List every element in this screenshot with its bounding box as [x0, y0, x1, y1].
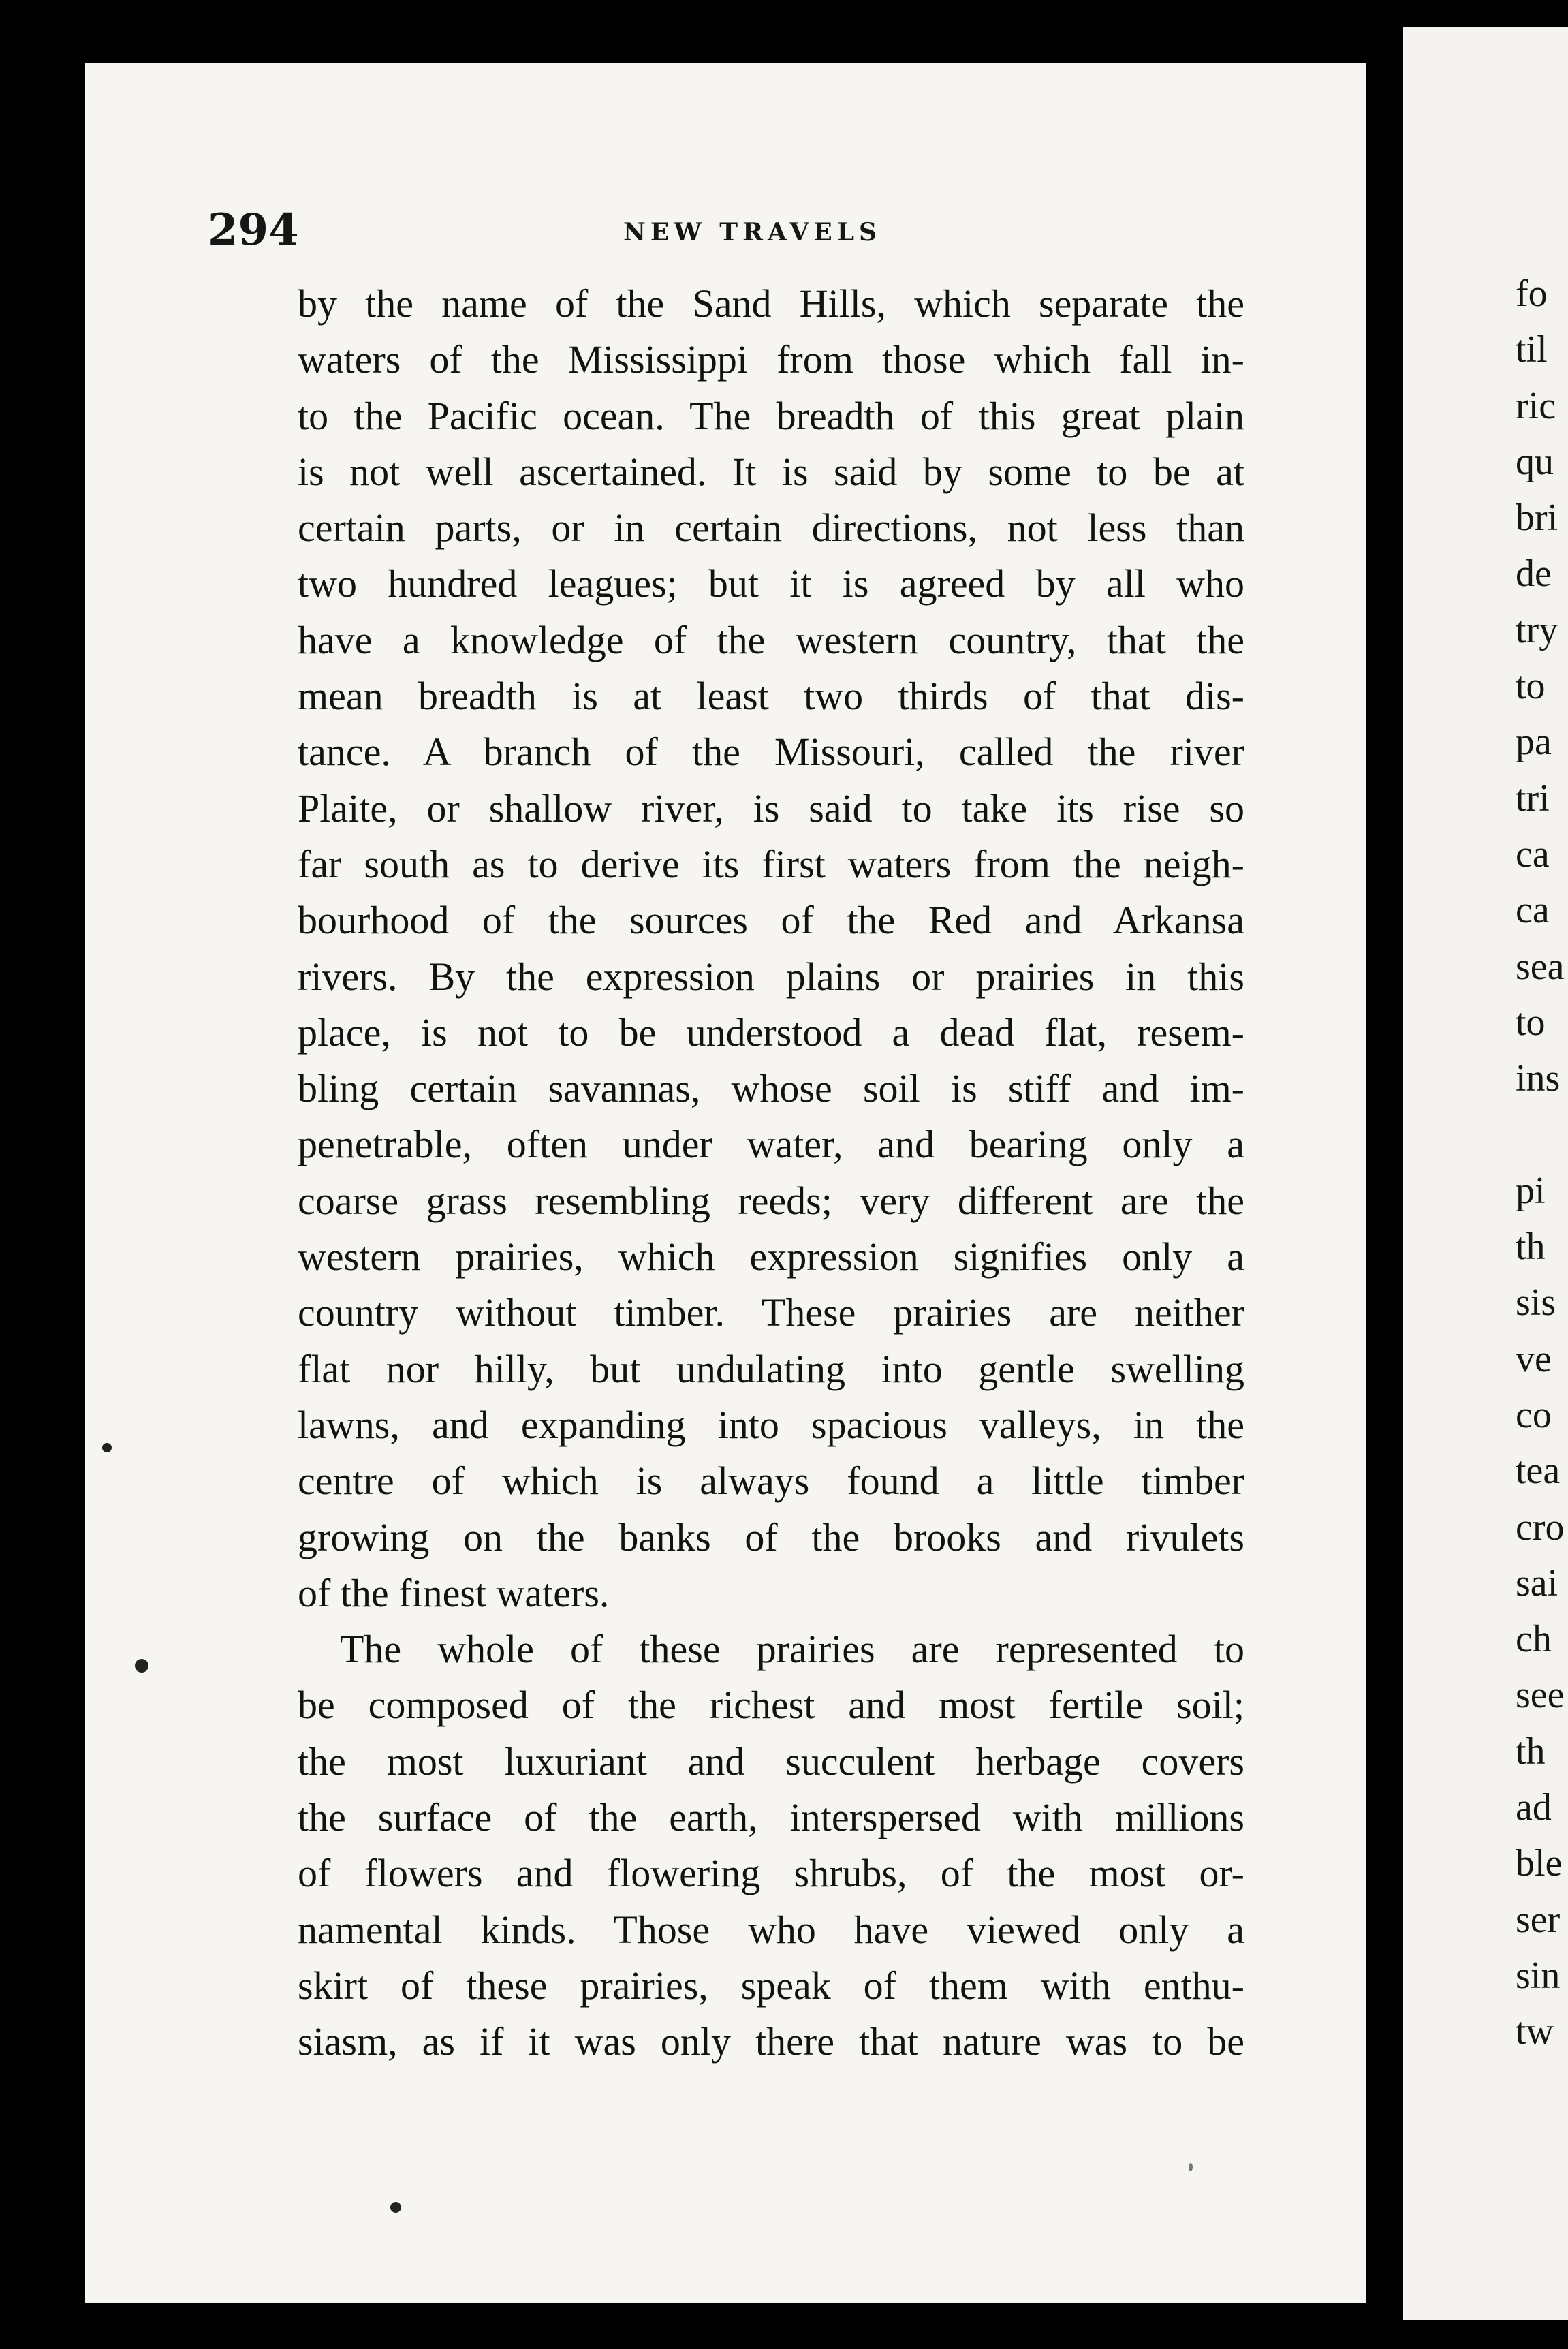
text-line: coarse grass resembling reeds; very different are the: [298, 1178, 1244, 1223]
text-line: siasm, as if it was only there that nature was to be: [298, 2019, 1244, 2064]
page-header: [208, 204, 1243, 266]
text-line: two hundred leagues; but it is agreed by all who: [298, 561, 1244, 606]
text-line: skirt of these prairies, speak of them with enthu-: [298, 1963, 1244, 2008]
facing-line: th: [1516, 1226, 1546, 1269]
text-line: the surface of the earth, interspersed with millions: [298, 1795, 1244, 1840]
paragraph-start-line: The whole of these prairies are represented to: [340, 1627, 1244, 1672]
facing-line: bri: [1516, 497, 1558, 540]
facing-line: to: [1516, 665, 1546, 708]
facing-line: sai: [1516, 1561, 1558, 1604]
text-line: place, is not to be understood a dead flat, resem-: [298, 1010, 1244, 1055]
facing-line: try: [1516, 608, 1558, 651]
text-line: the most luxuriant and succulent herbage covers: [298, 1739, 1244, 1784]
page-number: 294: [208, 204, 299, 255]
facing-line: ble: [1516, 1842, 1563, 1885]
text-line: growing on the banks of the brooks and rivulets: [298, 1514, 1244, 1559]
facing-line: fo: [1516, 273, 1548, 315]
ink-speck: [102, 1443, 112, 1452]
facing-line: sea: [1516, 945, 1565, 988]
text-line: Plaite, or shallow river, is said to take its rise so: [298, 785, 1244, 830]
facing-page-text: [1516, 266, 1568, 2060]
facing-line: tea: [1516, 1450, 1561, 1493]
text-line: mean breadth is at least two thirds of that dis-: [298, 674, 1244, 719]
paragraph-end-line: of the finest waters.: [298, 1570, 610, 1615]
ink-speck: [390, 2202, 401, 2213]
facing-line: th: [1516, 1730, 1546, 1773]
facing-line: cro: [1516, 1506, 1565, 1549]
facing-line: qu: [1516, 440, 1554, 483]
facing-line: sin: [1516, 1954, 1561, 1997]
facing-line: ad: [1516, 1786, 1552, 1829]
text-line: penetrable, often under water, and bearing only a: [298, 1122, 1244, 1167]
text-line: have a knowledge of the western country, that the: [298, 617, 1244, 662]
text-line: to the Pacific ocean. The breadth of this great plain: [298, 393, 1244, 438]
facing-line: ch: [1516, 1618, 1552, 1661]
text-line: country without timber. These prairies are neither: [298, 1290, 1244, 1335]
text-line: certain parts, or in certain directions, not less than: [298, 505, 1244, 550]
text-line: rivers. By the expression plains or prairies in this: [298, 954, 1244, 999]
text-line: by the name of the Sand Hills, which separate the: [298, 281, 1244, 326]
facing-line: [1516, 1106, 1568, 1162]
text-line: western prairies, which expression signifies only a: [298, 1234, 1244, 1279]
facing-line: pa: [1516, 721, 1552, 764]
facing-line: ser: [1516, 1898, 1561, 1941]
text-line: centre of which is always found a little timber: [298, 1459, 1244, 1504]
facing-line: co: [1516, 1393, 1552, 1436]
facing-line: sis: [1516, 1281, 1556, 1324]
text-line: is not well ascertained. It is said by some to be at: [298, 449, 1244, 494]
facing-line: see: [1516, 1674, 1565, 1717]
text-line: waters of the Mississippi from those which fall in-: [298, 337, 1244, 382]
text-line: tance. A branch of the Missouri, called the river: [298, 730, 1244, 775]
facing-line: de: [1516, 553, 1552, 595]
facing-line: ca: [1516, 833, 1550, 875]
facing-line: ca: [1516, 889, 1550, 932]
facing-line: tw: [1516, 2010, 1554, 2053]
facing-line: pi: [1516, 1169, 1546, 1212]
facing-line: tri: [1516, 777, 1550, 820]
text-line: bourhood of the sources of the Red and Arkansa: [298, 898, 1244, 943]
ink-speck: [1189, 2163, 1193, 2171]
running-head: NEW TRAVELS: [623, 218, 882, 247]
text-line: bling certain savannas, whose soil is stiff and im-: [298, 1066, 1244, 1111]
body-text: [298, 276, 1244, 2070]
text-line: flat nor hilly, but undulating into gentle swelling: [298, 1346, 1244, 1391]
text-line: namental kinds. Those who have viewed only a: [298, 1907, 1244, 1952]
facing-line: til: [1516, 328, 1548, 371]
text-line: be composed of the richest and most fertile soil;: [298, 1683, 1244, 1728]
facing-line: ric: [1516, 384, 1556, 427]
facing-line: to: [1516, 1001, 1546, 1044]
facing-line: ve: [1516, 1337, 1552, 1380]
text-line: of flowers and flowering shrubs, of the most or-: [298, 1851, 1244, 1896]
facing-line: ins: [1516, 1057, 1561, 1100]
ink-speck: [135, 1659, 148, 1673]
text-line: far south as to derive its first waters from the neigh-: [298, 841, 1244, 886]
text-line: lawns, and expanding into spacious valleys, in the: [298, 1402, 1244, 1447]
